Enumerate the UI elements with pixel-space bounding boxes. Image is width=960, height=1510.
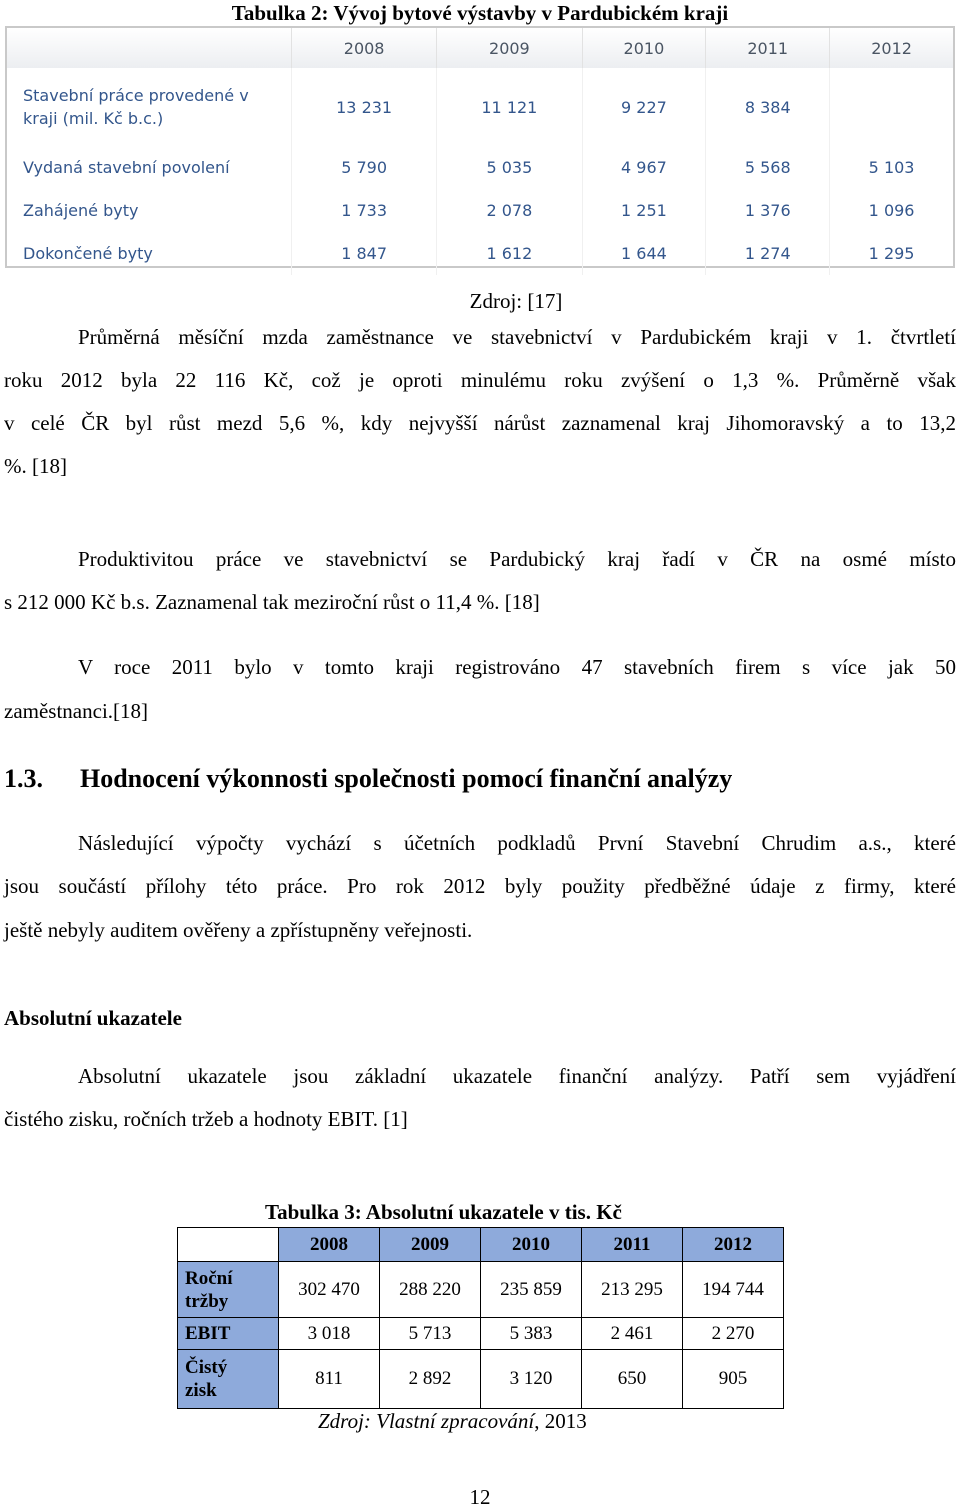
- table3-corner: [178, 1228, 279, 1262]
- table-cell: 2 461: [582, 1318, 683, 1350]
- table-cell: 3 018: [279, 1318, 380, 1350]
- table3-caption: Tabulka 3: Absolutní ukazatele v tis. Kč: [265, 1200, 622, 1224]
- table-cell: 3 120: [481, 1350, 582, 1409]
- table3-year: 2010: [481, 1228, 582, 1262]
- table3-source-italic: Zdroj: Vlastní zpracování: [318, 1409, 535, 1433]
- table-cell: 5 713: [380, 1318, 481, 1350]
- table-cell: 5 568: [705, 146, 829, 189]
- section-number: 1.3.: [4, 764, 43, 793]
- paragraph-line: s 212 000 Kč b.s. Zaznamenal tak meziroční růst o 11,4 %. [18]: [4, 590, 540, 614]
- table2-year: 2010: [582, 28, 706, 68]
- table-cell: 288 220: [380, 1262, 481, 1318]
- paragraph-line: ještě nebyly auditem ověřeny a zpřístupněny veřejnosti.: [4, 918, 473, 942]
- table-row: [7, 146, 953, 189]
- table-cell: 1 376: [705, 189, 829, 232]
- table2-year: 2008: [291, 28, 436, 68]
- table-cell: 194 744: [683, 1262, 784, 1318]
- subsection-heading: Absolutní ukazatele: [4, 1006, 182, 1030]
- table-cell: 2 270: [683, 1318, 784, 1350]
- paragraph-line: roku 2012 byla 22 116 Kč, což je oproti minulému roku zvýšení o 1,3 %. Průměrně však: [4, 368, 956, 392]
- table-cell: 5 790: [291, 146, 436, 189]
- table2-year: 2011: [705, 28, 829, 68]
- paragraph-line: čistého zisku, ročních tržeb a hodnoty EBIT. [1]: [4, 1107, 408, 1131]
- table3-header-row: [178, 1228, 784, 1262]
- paragraph-line: zaměstnanci.[18]: [4, 699, 149, 723]
- table-cell: 2 892: [380, 1350, 481, 1409]
- table3-year: 2012: [683, 1228, 784, 1262]
- row-label: Stavební práce provedené v kraji (mil. Kč b.c.): [23, 86, 249, 128]
- table-cell: 1 644: [582, 232, 706, 275]
- table-cell: 302 470: [279, 1262, 380, 1318]
- table-cell: 1 274: [705, 232, 829, 275]
- table-cell: 1 847: [291, 232, 436, 275]
- row-label: Zahájené byty: [23, 201, 139, 220]
- table2-header-row: [7, 28, 953, 68]
- table-cell: 650: [582, 1350, 683, 1409]
- table2-year: 2012: [829, 28, 953, 68]
- table-row: [7, 68, 953, 146]
- table-cell: 811: [279, 1350, 380, 1409]
- table-row: [7, 189, 953, 232]
- table-cell: 9 227: [582, 68, 706, 146]
- table-cell: 11 121: [436, 68, 581, 146]
- table-row: [7, 232, 953, 275]
- table-cell: 5 103: [829, 146, 953, 189]
- row-label: Dokončené byty: [23, 244, 153, 263]
- row-label-text: Čistý zisk: [185, 1357, 228, 1401]
- paragraph-line: jsou součástí přílohy této práce. Pro rok 2012 byly použity předběžné údaje z firmy, které: [4, 874, 956, 898]
- table-cell: 905: [683, 1350, 784, 1409]
- table3-year: 2011: [582, 1228, 683, 1262]
- paragraph-line: Produktivitou práce ve stavebnictví se Pardubický kraj řadí v ČR na osmé místo: [78, 547, 956, 571]
- row-label: Vydaná stavební povolení: [23, 158, 230, 177]
- table2-caption: Tabulka 2: Vývoj bytové výstavby v Pardubickém kraji: [231, 1, 729, 25]
- table-cell: 213 295: [582, 1262, 683, 1318]
- table-cell: 4 967: [582, 146, 706, 189]
- table-cell: 1 295: [829, 232, 953, 275]
- table-cell: 5 035: [436, 146, 581, 189]
- paragraph-line: Absolutní ukazatele jsou základní ukazatele finanční analýzy. Patří sem vyjádření: [78, 1064, 956, 1088]
- table-cell: 2 078: [436, 189, 581, 232]
- table3-source-year: , 2013: [534, 1409, 587, 1433]
- table2-source: Zdroj: [17]: [469, 289, 563, 313]
- table3-source: [318, 1406, 587, 1436]
- paragraph-line: Průměrná měsíční mzda zaměstnance ve stavebnictví v Pardubickém kraji v 1. čtvrtletí: [78, 325, 956, 349]
- paragraph-line: Následující výpočty vychází s účetních podkladů První Stavební Chrudim a.s., které: [78, 831, 956, 855]
- table-cell: [829, 68, 953, 146]
- table2: [5, 26, 955, 268]
- table-cell: 1 733: [291, 189, 436, 232]
- table-cell: 235 859: [481, 1262, 582, 1318]
- table-row: [178, 1318, 784, 1350]
- table-cell: 1 096: [829, 189, 953, 232]
- table3: [177, 1227, 784, 1409]
- table-cell: 1 612: [436, 232, 581, 275]
- row-label: [178, 1350, 279, 1409]
- page-number: 12: [469, 1485, 491, 1509]
- paragraph-line: v celé ČR byl růst mezd 5,6 %, kdy nejvyšší nárůst zaznamenal kraj Jihomoravský a to 13,2: [4, 411, 956, 435]
- row-label-text: Roční tržby: [185, 1267, 233, 1312]
- section-heading: [4, 758, 732, 800]
- table-row: [178, 1350, 784, 1409]
- table2-corner: [7, 28, 291, 68]
- table2-year: 2009: [436, 28, 581, 68]
- table3-year: 2009: [380, 1228, 481, 1262]
- row-label: EBIT: [178, 1318, 279, 1350]
- table3-year: 2008: [279, 1228, 380, 1262]
- table-cell: 5 383: [481, 1318, 582, 1350]
- paragraph-line: %. [18]: [4, 454, 67, 478]
- table-cell: 1 251: [582, 189, 706, 232]
- paragraph-line: V roce 2011 bylo v tomto kraji registrováno 47 stavebních firem s více jak 50: [78, 655, 956, 679]
- table-row: [178, 1262, 784, 1318]
- section-title: Hodnocení výkonnosti společnosti pomocí finanční analýzy: [80, 764, 733, 793]
- table-cell: 8 384: [705, 68, 829, 146]
- table-cell: 13 231: [291, 68, 436, 146]
- row-label: [178, 1262, 279, 1318]
